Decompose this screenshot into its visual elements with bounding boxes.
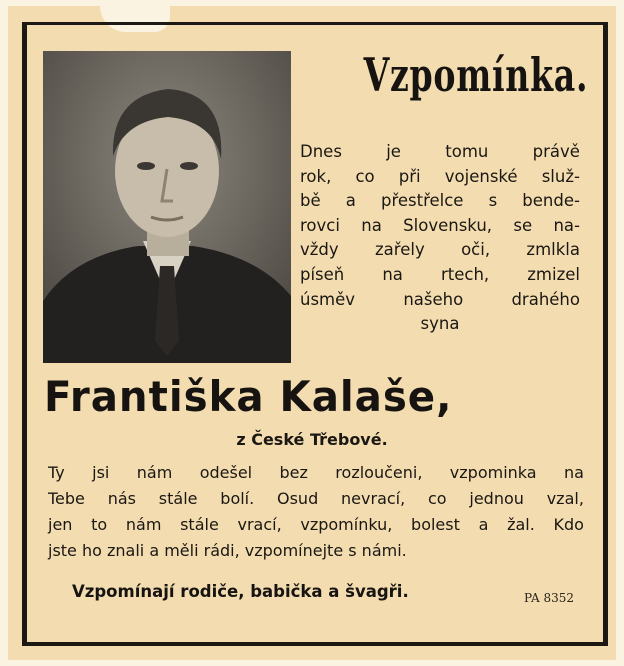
verse-last-line: jste ho znali a měli rádi, vzpomínejte s námi. [48,541,407,560]
word: Osud [277,489,319,508]
intro-line [300,165,580,190]
word: je [386,142,401,161]
word: se [513,215,533,235]
intro-line [300,214,580,239]
word: nám [125,515,162,534]
word: Tebe [48,489,85,508]
word: bez [279,463,308,482]
word: vzpomínku, [300,515,393,534]
word: píseň [300,264,345,284]
word: rok, [300,166,332,186]
word: bě [300,191,321,211]
word: žal. [507,515,535,534]
intro-line [300,238,580,263]
word: rovci [300,215,340,235]
word: úsměv [300,289,356,309]
intro-text [300,140,580,337]
word: to [91,515,108,534]
word: zařely [375,240,425,260]
deceased-name: Františka Kalaše, [44,372,453,421]
verse-text [48,460,584,564]
word: na [382,264,403,284]
hometown: z České Třebové. [236,430,388,449]
word: bolest [411,515,460,534]
word: nám [136,463,173,482]
intro-line [300,140,580,165]
word: rozloučeni, [335,463,423,482]
signers-line: Vzpomínají rodiče, babička a švagři. [72,582,409,601]
word: jen [48,515,73,534]
portrait-photo [43,51,291,363]
word: na [361,215,382,235]
word: jednou [469,489,524,508]
word: odešel [199,463,253,482]
word: vždy [300,240,339,260]
word: stále [180,515,219,534]
word: právě [532,142,580,161]
word: při [398,166,421,186]
word: Slovensku, [403,215,493,235]
word: Ty [48,463,65,482]
reference-code: PA 8352 [524,591,574,605]
notice-title: Vzpomínka. [363,48,589,102]
word: stále [158,489,198,508]
word: přestřelce [380,191,464,211]
word: Kdo [553,515,584,534]
word: služ- [541,166,580,186]
word: vrací, [237,515,282,534]
intro-line [300,263,580,288]
word: oči, [461,240,491,260]
word: vojenské [444,166,518,186]
intro-last-line: syna [420,314,460,334]
word: zmizel [527,264,580,284]
intro-line [300,288,580,313]
word: a [478,515,489,534]
word: Dnes [300,142,342,161]
word: zmlkla [526,240,580,260]
word: nevrací, [341,489,406,508]
verse-line [48,512,584,538]
word: tomu [445,142,489,161]
word: bolí. [220,489,255,508]
verse-line [48,486,584,512]
word: rtech, [441,264,490,284]
word: vzal, [546,489,584,508]
word: vzpominka [449,463,537,482]
word: jsi [92,463,110,482]
word: drahého [511,289,580,309]
word: na- [553,215,580,235]
word: a [345,191,356,211]
intro-line [300,189,580,214]
word: co [355,166,375,186]
word: našeho [403,289,464,309]
verse-line [48,460,584,486]
word: na [563,463,584,482]
word: nás [107,489,136,508]
word: s [488,191,498,211]
word: bende- [522,191,580,211]
word: co [428,489,447,508]
